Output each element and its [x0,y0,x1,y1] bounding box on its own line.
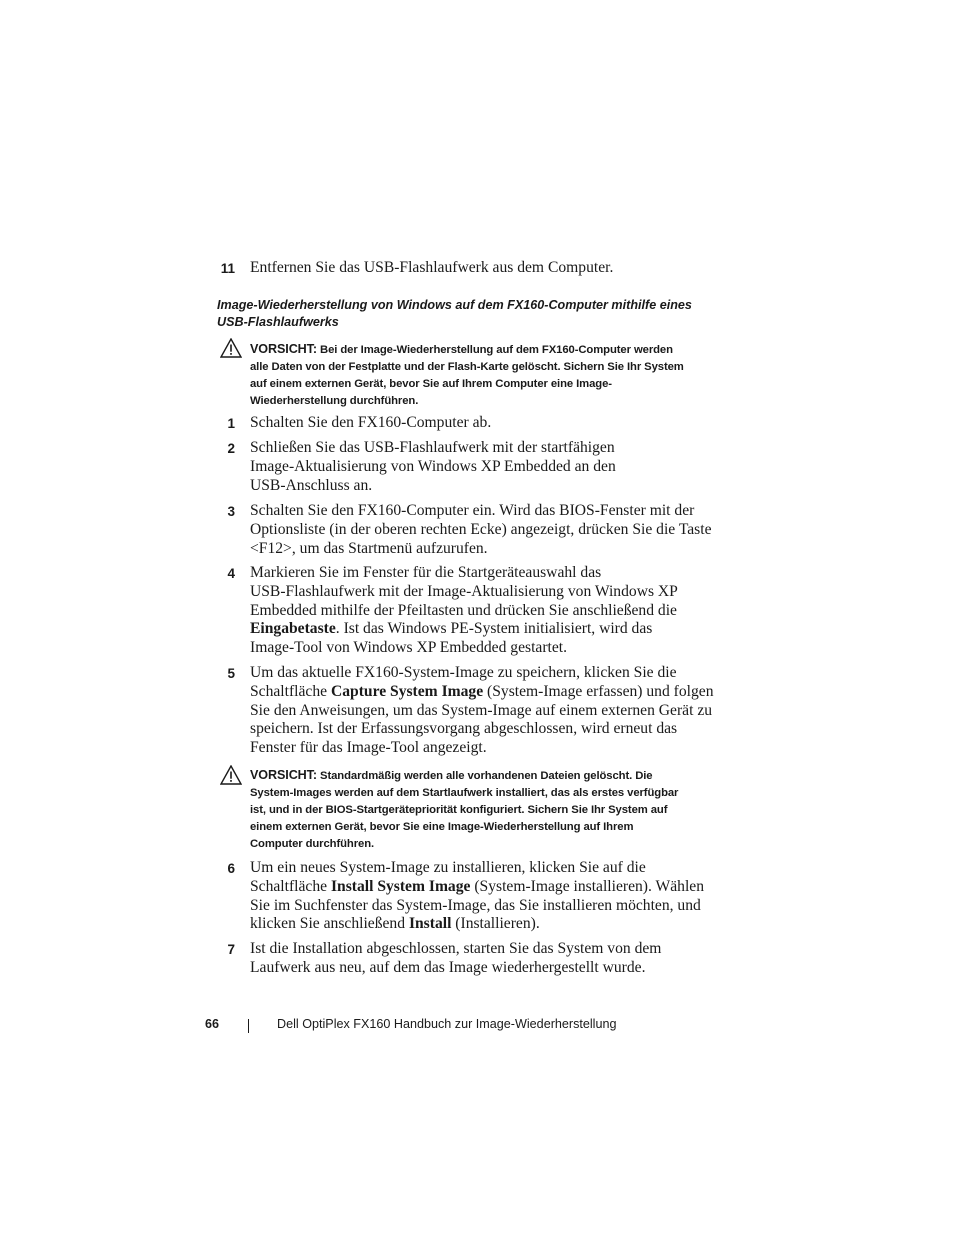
step-text [250,414,720,433]
step-line: USB-Anschluss an. [250,476,373,494]
step-line: Schalten Sie den FX160-Computer ab. [250,414,492,431]
caution-line: alle Daten von der Festplatte und der Flash-Karte gelöscht. Sichern Sie Ihr System [250,361,684,373]
page-footer [205,1015,725,1035]
caution-line-text: Standardmäßig werden alle vorhandenen Dateien gelöscht. Die [320,770,653,782]
step-line: Entfernen Sie das USB-Flashlaufwerk aus dem Computer. [250,259,614,276]
step-line: Image-Aktualisierung von Windows XP Embedded an den [250,457,616,475]
step-line: Embedded mithilfe der Pfeiltasten und drücken Sie anschließend die [250,601,677,619]
caution-line: Wiederherstellung durchführen. [250,395,419,407]
step-number: 3 [227,504,235,519]
caution-line: ist, und in der BIOS-Startgerätepriorität konfiguriert. Sichern Sie Ihr System auf [250,804,668,816]
key-name: Eingabetaste [250,620,336,638]
step-number: 2 [227,441,235,456]
section-heading [217,297,727,331]
step-line: Schalten Sie den FX160-Computer ein. Wird das BIOS-Fenster mit der [250,502,695,519]
step-line: Um ein neues System-Image zu installieren, klicken Sie auf die [250,859,646,876]
step-line-text: . Ist das Windows PE-System initialisiert, wird das [335,620,653,638]
step-line: Image-Tool von Windows XP Embedded gestartet. [250,639,568,657]
step-text [250,502,720,558]
step-text [250,940,720,978]
step-line [250,878,720,897]
step-number: 4 [227,566,235,581]
step-number: 1 [227,416,235,431]
step-line: Um das aktuelle FX160-System-Image zu speichern, klicken Sie die [250,664,677,681]
step-number: 6 [227,861,235,876]
step-line-text: (Installieren). [451,915,540,933]
step-line-text: Schaltfläche [250,682,331,700]
caution-line: Computer durchführen. [250,838,375,850]
ui-button-name: Install [408,915,452,933]
step-line-text: (System-Image erfassen) und folgen [483,682,714,700]
step-line: Sie den Anweisungen, um das System-Image auf einem externen Gerät zu [250,701,713,719]
step-line: USB-Flashlaufwerk mit der Image-Aktualisierung von Windows XP [250,582,678,600]
warning-triangle-icon [220,338,242,358]
step-line: Fenster für das Image-Tool angezeigt. [250,739,487,757]
ui-button-name: Install System Image [330,877,471,895]
step-line [250,620,720,639]
caution-text [250,767,722,853]
page-number: 66 [205,1017,220,1031]
section-heading-line: Image-Wiederherstellung von Windows auf dem FX160-Computer mithilfe eines [217,298,692,312]
footer-title: Dell OptiPlex FX160 Handbuch zur Image-Wiederherstellung [277,1017,617,1031]
caution-line [250,341,722,359]
caution-line: einem externen Gerät, bevor Sie eine Image-Wiederherstellung auf Ihrem [250,821,634,833]
step-line: Ist die Installation abgeschlossen, starten Sie das System von dem [250,940,662,957]
step-line: Laufwerk aus neu, auf dem das Image wiederhergestellt wurde. [250,958,646,976]
step-number: 5 [227,666,235,681]
caution-line [250,767,722,785]
caution-label: VORSICHT: [250,768,317,782]
caution-line: auf einem externen Gerät, bevor Sie auf Ihrem Computer eine Image- [250,378,612,390]
step-line [250,683,720,702]
section-heading-line: USB-Flashlaufwerks [217,315,339,329]
step-number: 11 [220,261,235,276]
step-line [250,915,720,934]
step-text [250,564,720,658]
step-line: speichern. Ist der Erfassungsvorgang abgeschlossen, wird erneut das [250,720,678,738]
step-line-text: klicken Sie anschließend [250,915,409,933]
caution-text [250,341,722,410]
step-line-text: (System-Image installieren). Wählen [470,877,704,895]
step-line: Sie im Suchfenster das System-Image, das Sie installieren möchten, und [250,896,701,914]
step-line: Schließen Sie das USB-Flashlaufwerk mit der startfähigen [250,439,615,456]
step-text [250,664,720,758]
step-line-text: Schaltfläche [250,877,331,895]
step-text [250,439,720,495]
ui-button-name: Capture System Image [330,682,484,700]
step-text [250,859,720,934]
caution-line: System-Images werden auf dem Startlaufwerk installiert, das als erstes verfügbar [250,787,679,799]
step-text [250,259,720,278]
step-line: <F12>, um das Startmenü aufzurufen. [250,539,488,557]
step-line: Optionsliste (in der oberen rechten Ecke) angezeigt, drücken Sie die Taste [250,520,712,538]
step-number: 7 [227,942,235,957]
footer-divider [248,1019,249,1033]
warning-triangle-icon [220,765,242,785]
caution-line-text: Bei der Image-Wiederherstellung auf dem FX160-Computer werden [320,344,673,356]
step-line: Markieren Sie im Fenster für die Startgeräteauswahl das [250,564,602,581]
caution-label: VORSICHT: [250,342,317,356]
